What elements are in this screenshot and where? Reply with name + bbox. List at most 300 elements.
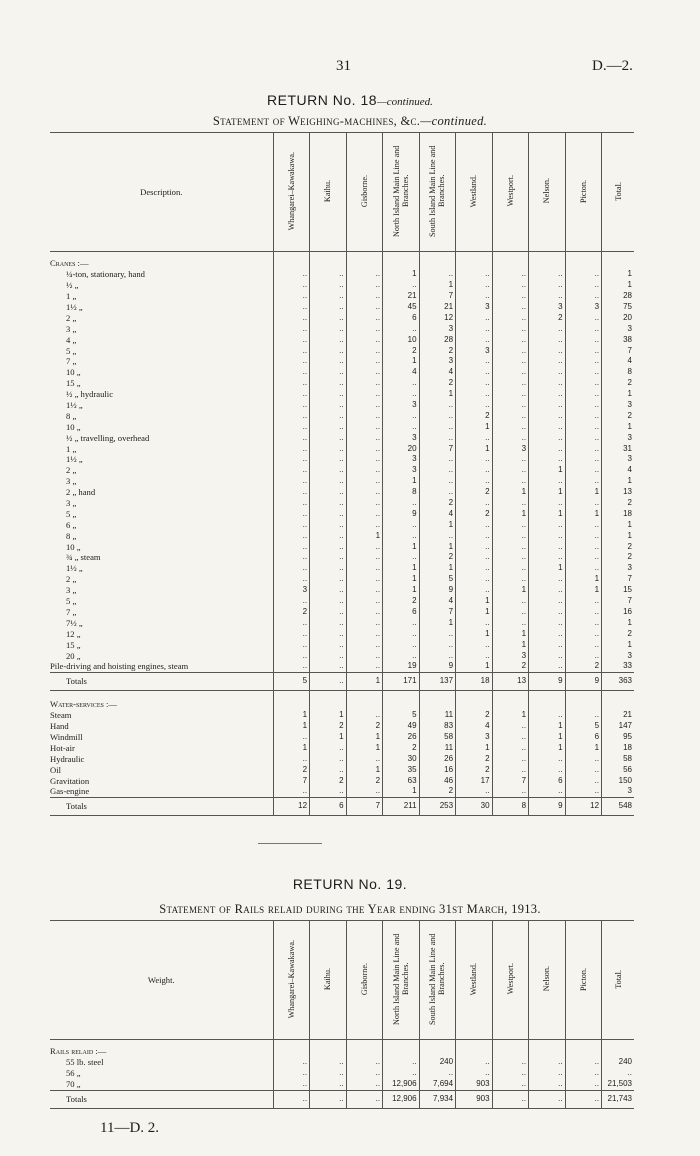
table-cell: 21 <box>419 302 456 313</box>
table-cell: .. <box>456 617 493 628</box>
column-header-text: Kaihu. <box>323 179 333 203</box>
table-cell: 8 <box>602 367 634 378</box>
empty-cell <box>383 690 420 699</box>
table-cell: .. <box>346 628 383 639</box>
table-cell: .. <box>273 465 310 476</box>
row-label-text: 5 „ <box>66 596 77 607</box>
table-cell: .. <box>492 541 529 552</box>
column-header <box>346 921 383 1040</box>
return-18-title: RETURN No. 18—continued. <box>267 92 433 108</box>
column-header <box>602 921 634 1040</box>
table-cell: 2 <box>456 764 493 775</box>
table-row <box>50 334 634 345</box>
table-cell: .. <box>346 334 383 345</box>
table-cell: .. <box>456 432 493 443</box>
table-cell: .. <box>456 334 493 345</box>
table-cell: .. <box>492 607 529 618</box>
table-cell: .. <box>565 291 602 302</box>
table-cell: .. <box>456 389 493 400</box>
empty-cell <box>492 258 529 269</box>
table-cell: 3 <box>456 345 493 356</box>
table-cell: .. <box>565 432 602 443</box>
table-cell: 3 <box>602 400 634 411</box>
row-label <box>50 280 273 291</box>
row-label-text: 10 „ <box>66 421 81 432</box>
row-label <box>50 639 273 650</box>
table-cell: 1 <box>383 356 420 367</box>
table-cell: 211 <box>383 797 420 815</box>
table-cell: .. <box>529 764 566 775</box>
table-cell: 5 <box>419 574 456 585</box>
empty-cell <box>492 690 529 699</box>
table-cell: .. <box>310 400 347 411</box>
table-cell: 2 <box>383 345 420 356</box>
table-cell: .. <box>273 639 310 650</box>
row-label-text: Pile-driving and hoisting engines, steam <box>50 661 189 672</box>
table-cell: .. <box>273 443 310 454</box>
table-cell: 2 <box>602 552 634 563</box>
table-cell: 1 <box>492 487 529 498</box>
table-cell: .. <box>565 421 602 432</box>
table-cell: .. <box>565 334 602 345</box>
table-row <box>50 530 634 541</box>
table-row <box>50 443 634 454</box>
table-cell: .. <box>346 786 383 797</box>
table-cell: .. <box>310 519 347 530</box>
row-label-text: 2 „ <box>66 574 77 585</box>
table-cell: .. <box>492 400 529 411</box>
row-label <box>50 710 273 721</box>
table-cell: .. <box>456 786 493 797</box>
row-label-text: Hot-air <box>50 742 75 753</box>
table-cell: 2 <box>346 775 383 786</box>
table-cell: .. <box>529 519 566 530</box>
row-label <box>50 574 273 585</box>
table-cell: 1 <box>602 530 634 541</box>
table-cell: 20 <box>383 443 420 454</box>
row-label <box>50 530 273 541</box>
table-row <box>50 356 634 367</box>
table-row <box>50 487 634 498</box>
section-divider <box>258 843 322 844</box>
table-row <box>50 607 634 618</box>
table-cell: .. <box>565 541 602 552</box>
table-cell: .. <box>529 400 566 411</box>
table-cell: 240 <box>419 1057 456 1068</box>
row-label-text: 2 „ <box>66 465 77 476</box>
empty-cell <box>273 699 310 710</box>
table-cell: 21 <box>602 710 634 721</box>
table-cell: .. <box>310 356 347 367</box>
table-cell: .. <box>565 617 602 628</box>
table-cell: .. <box>346 1068 383 1079</box>
column-header <box>456 921 493 1040</box>
table-row <box>50 650 634 661</box>
row-label-text: 2 „ hand <box>66 487 96 498</box>
table-cell: .. <box>310 269 347 280</box>
empty-cell <box>602 1046 634 1057</box>
column-header <box>602 133 634 252</box>
table-cell: .. <box>419 628 456 639</box>
table-cell: .. <box>529 585 566 596</box>
table-cell: .. <box>346 476 383 487</box>
table-cell: 1 <box>492 585 529 596</box>
table-cell: .. <box>273 498 310 509</box>
table-cell: .. <box>565 400 602 411</box>
table-cell: .. <box>529 378 566 389</box>
row-label-text: 4 „ <box>66 334 77 345</box>
column-header-text: Westport. <box>505 963 515 995</box>
table-cell: .. <box>310 672 347 690</box>
table-cell: 1 <box>456 661 493 672</box>
table-cell: .. <box>492 356 529 367</box>
table-cell: 2 <box>383 596 420 607</box>
table-cell: 8 <box>492 797 529 815</box>
spacer-row <box>50 690 634 699</box>
table-cell: .. <box>346 639 383 650</box>
table-cell: .. <box>492 519 529 530</box>
table-cell: .. <box>346 345 383 356</box>
table-cell: .. <box>273 280 310 291</box>
table-cell: .. <box>456 585 493 596</box>
empty-cell <box>529 699 566 710</box>
row-label-text: Hand <box>50 721 69 732</box>
section-heading-text: Water-services :— <box>50 699 117 710</box>
table-cell: 7 <box>602 574 634 585</box>
table-cell: 21 <box>383 291 420 302</box>
table-cell: .. <box>383 421 420 432</box>
table-cell: 3 <box>602 454 634 465</box>
table-cell: 28 <box>419 334 456 345</box>
table-row <box>50 280 634 291</box>
table-cell: 3 <box>383 465 420 476</box>
table-cell: 11 <box>419 742 456 753</box>
table-cell: 1 <box>565 742 602 753</box>
empty-cell <box>310 258 347 269</box>
table-cell: .. <box>310 334 347 345</box>
table-cell: .. <box>529 1068 566 1079</box>
table-cell: .. <box>456 650 493 661</box>
table-cell: .. <box>565 443 602 454</box>
return-19-title: RETURN No. 19. <box>292 876 408 892</box>
table-row <box>50 367 634 378</box>
table-cell: .. <box>492 410 529 421</box>
table-cell: 1 <box>310 710 347 721</box>
row-label-text: ½ „ <box>66 280 79 291</box>
row-label-text: 8 „ <box>66 410 77 421</box>
row-label <box>50 432 273 443</box>
table-cell: .. <box>310 508 347 519</box>
table-cell: .. <box>310 764 347 775</box>
table-cell: .. <box>273 454 310 465</box>
table-cell: 4 <box>419 367 456 378</box>
column-header <box>529 921 566 1040</box>
table-cell: .. <box>383 628 420 639</box>
table-cell: .. <box>492 596 529 607</box>
table-cell: .. <box>273 596 310 607</box>
table-cell: 1 <box>492 639 529 650</box>
table-cell: 1 <box>383 563 420 574</box>
table-cell: 12 <box>565 797 602 815</box>
column-header-text: Gisborne. <box>359 962 369 996</box>
table-cell: .. <box>273 617 310 628</box>
table-cell: .. <box>310 617 347 628</box>
table-cell: 3 <box>383 432 420 443</box>
table-cell: .. <box>346 400 383 411</box>
table-cell: .. <box>456 291 493 302</box>
table-cell: 15 <box>602 585 634 596</box>
table-cell: .. <box>273 312 310 323</box>
table-cell: .. <box>529 323 566 334</box>
column-header <box>456 133 493 252</box>
table-cell: .. <box>565 710 602 721</box>
table-cell: 1 <box>419 541 456 552</box>
row-label-text: 3 „ <box>66 476 77 487</box>
table-row <box>50 323 634 334</box>
section-heading-text: Cranes :— <box>50 258 89 269</box>
row-label <box>50 628 273 639</box>
row-label-text: Gravitation <box>50 775 90 786</box>
table-cell: 1 <box>419 280 456 291</box>
table-cell: 35 <box>383 764 420 775</box>
table-cell: .. <box>419 639 456 650</box>
table-cell: .. <box>310 742 347 753</box>
table-cell: .. <box>419 454 456 465</box>
table-cell: .. <box>346 302 383 313</box>
table-cell: 2 <box>492 661 529 672</box>
row-label-text: 1½ „ <box>66 302 83 312</box>
table-cell: 1 <box>419 617 456 628</box>
table-cell: 1 <box>602 269 634 280</box>
table-cell: .. <box>565 563 602 574</box>
table-cell: .. <box>273 291 310 302</box>
table-cell: 3 <box>383 400 420 411</box>
table-cell: .. <box>529 639 566 650</box>
table-cell: .. <box>492 476 529 487</box>
table-cell: .. <box>492 269 529 280</box>
table-cell: 3 <box>602 563 634 574</box>
table-cell: .. <box>456 541 493 552</box>
table-cell: .. <box>456 323 493 334</box>
column-header-text: Picton. <box>578 179 588 203</box>
table-cell: .. <box>529 530 566 541</box>
table-cell: .. <box>419 410 456 421</box>
table-cell: 7 <box>602 596 634 607</box>
table-cell: 6 <box>383 607 420 618</box>
table-cell: .. <box>310 291 347 302</box>
table-cell: .. <box>273 732 310 743</box>
table-cell: 5 <box>383 710 420 721</box>
table-cell: .. <box>565 280 602 291</box>
rails-relaid-table <box>50 920 634 1109</box>
row-label-text: 10 „ <box>66 367 81 378</box>
table-cell: 83 <box>419 721 456 732</box>
table-row <box>50 775 634 786</box>
table-cell: .. <box>565 775 602 786</box>
row-label-text: 56 „ <box>66 1068 81 1079</box>
column-header <box>383 133 420 252</box>
table-cell: 1 <box>383 541 420 552</box>
table-cell: 2 <box>383 742 420 753</box>
table-row <box>50 291 634 302</box>
table-cell: .. <box>346 487 383 498</box>
row-label-text: 70 „ <box>66 1079 81 1090</box>
table-cell: 1 <box>492 508 529 519</box>
table-cell: 1 <box>565 574 602 585</box>
section-heading-row <box>50 699 634 710</box>
column-header <box>565 921 602 1040</box>
empty-cell <box>346 699 383 710</box>
table-cell: 2 <box>310 775 347 786</box>
row-label <box>50 596 273 607</box>
row-label <box>50 1057 273 1068</box>
table-cell: 9 <box>419 661 456 672</box>
table-cell: 45 <box>383 302 420 313</box>
table-cell: 903 <box>456 1090 493 1108</box>
table-cell: .. <box>273 541 310 552</box>
table-cell: 16 <box>419 764 456 775</box>
table-row <box>50 389 634 400</box>
table-cell: .. <box>273 1068 310 1079</box>
table-row <box>50 541 634 552</box>
row-label-text: ¼-ton, stationary, hand <box>66 269 145 280</box>
row-label <box>50 650 273 661</box>
table-cell: 5 <box>565 721 602 732</box>
table-cell: 1 <box>602 389 634 400</box>
table-cell: .. <box>565 786 602 797</box>
row-label <box>50 498 273 509</box>
table-row <box>50 786 634 797</box>
table-cell: .. <box>456 639 493 650</box>
column-header <box>273 133 310 252</box>
table-cell: 4 <box>602 465 634 476</box>
column-header <box>310 133 347 252</box>
table-row <box>50 1079 634 1090</box>
table-cell: .. <box>492 552 529 563</box>
table-cell: 30 <box>456 797 493 815</box>
row-label-text: ½ „ travelling, overhead <box>66 432 150 443</box>
table-cell: .. <box>529 291 566 302</box>
table-cell: .. <box>419 1068 456 1079</box>
table-cell: .. <box>310 280 347 291</box>
row-label <box>50 334 273 345</box>
table-cell: .. <box>529 356 566 367</box>
table-cell: .. <box>310 498 347 509</box>
table-cell: .. <box>565 476 602 487</box>
row-label-text: 1½ „ <box>66 454 83 465</box>
table-cell: .. <box>565 410 602 421</box>
table-cell: 9 <box>529 672 566 690</box>
table-cell: .. <box>529 476 566 487</box>
row-label-text: Hydraulic <box>50 753 85 764</box>
row-label-text: Windmill <box>50 731 83 742</box>
table-header-row <box>50 133 634 252</box>
table-cell: 7 <box>602 345 634 356</box>
row-label-text: Totals <box>66 1094 87 1105</box>
column-header-text: Westport. <box>505 175 515 207</box>
table-cell: .. <box>529 541 566 552</box>
table-cell: .. <box>310 432 347 443</box>
empty-cell <box>419 699 456 710</box>
table-cell: .. <box>273 552 310 563</box>
table-cell: .. <box>529 574 566 585</box>
empty-cell <box>419 690 456 699</box>
row-label <box>50 400 273 411</box>
table-cell: .. <box>273 432 310 443</box>
table-cell: 9 <box>529 797 566 815</box>
table-cell: 75 <box>602 302 634 313</box>
row-label <box>50 345 273 356</box>
table-cell: .. <box>565 1057 602 1068</box>
row-label <box>50 312 273 323</box>
row-label <box>50 389 273 400</box>
table-row <box>50 574 634 585</box>
table-cell: .. <box>310 389 347 400</box>
table-cell: 95 <box>602 732 634 743</box>
table-cell: 1 <box>456 607 493 618</box>
table-cell: 1 <box>456 596 493 607</box>
table-cell: 6 <box>310 797 347 815</box>
table-cell: 1 <box>565 585 602 596</box>
table-cell: 2 <box>419 345 456 356</box>
section-heading-row <box>50 258 634 269</box>
row-label <box>50 323 273 334</box>
table-cell: .. <box>383 617 420 628</box>
empty-cell <box>383 258 420 269</box>
table-cell: 1 <box>346 530 383 541</box>
column-header-label: Description. <box>50 133 273 252</box>
section-heading <box>50 1046 273 1057</box>
empty-cell <box>310 699 347 710</box>
table-cell: 7 <box>492 775 529 786</box>
table-cell: 240 <box>602 1057 634 1068</box>
table-cell: .. <box>565 389 602 400</box>
row-label <box>50 732 273 743</box>
table-cell: .. <box>529 432 566 443</box>
table-cell: 3 <box>383 454 420 465</box>
table-cell: .. <box>456 465 493 476</box>
table-cell: .. <box>456 1068 493 1079</box>
row-label-text: 5 „ <box>66 345 77 356</box>
table-cell: 1 <box>529 732 566 743</box>
table-cell: 12,906 <box>383 1079 420 1090</box>
table-cell: .. <box>346 1090 383 1108</box>
table-cell: .. <box>273 1090 310 1108</box>
table-cell: .. <box>456 269 493 280</box>
table-cell: .. <box>346 650 383 661</box>
row-label <box>50 508 273 519</box>
row-label <box>50 552 273 563</box>
table-cell: 13 <box>492 672 529 690</box>
table-cell: .. <box>346 607 383 618</box>
table-cell: .. <box>310 378 347 389</box>
table-cell: .. <box>492 389 529 400</box>
table-cell: 1 <box>310 732 347 743</box>
table-cell: .. <box>419 421 456 432</box>
column-header-text: North Island Main Line and Branches. <box>391 933 410 1025</box>
table-cell: 8 <box>383 487 420 498</box>
column-header-text: North Island Main Line and Branches. <box>391 145 410 237</box>
table-cell: 1 <box>529 721 566 732</box>
table-cell: .. <box>310 585 347 596</box>
table-cell: .. <box>310 650 347 661</box>
row-label <box>50 786 273 797</box>
table-cell: 1 <box>492 710 529 721</box>
table-cell: 6 <box>529 775 566 786</box>
empty-cell <box>456 699 493 710</box>
table-cell: .. <box>492 530 529 541</box>
empty-cell <box>346 258 383 269</box>
